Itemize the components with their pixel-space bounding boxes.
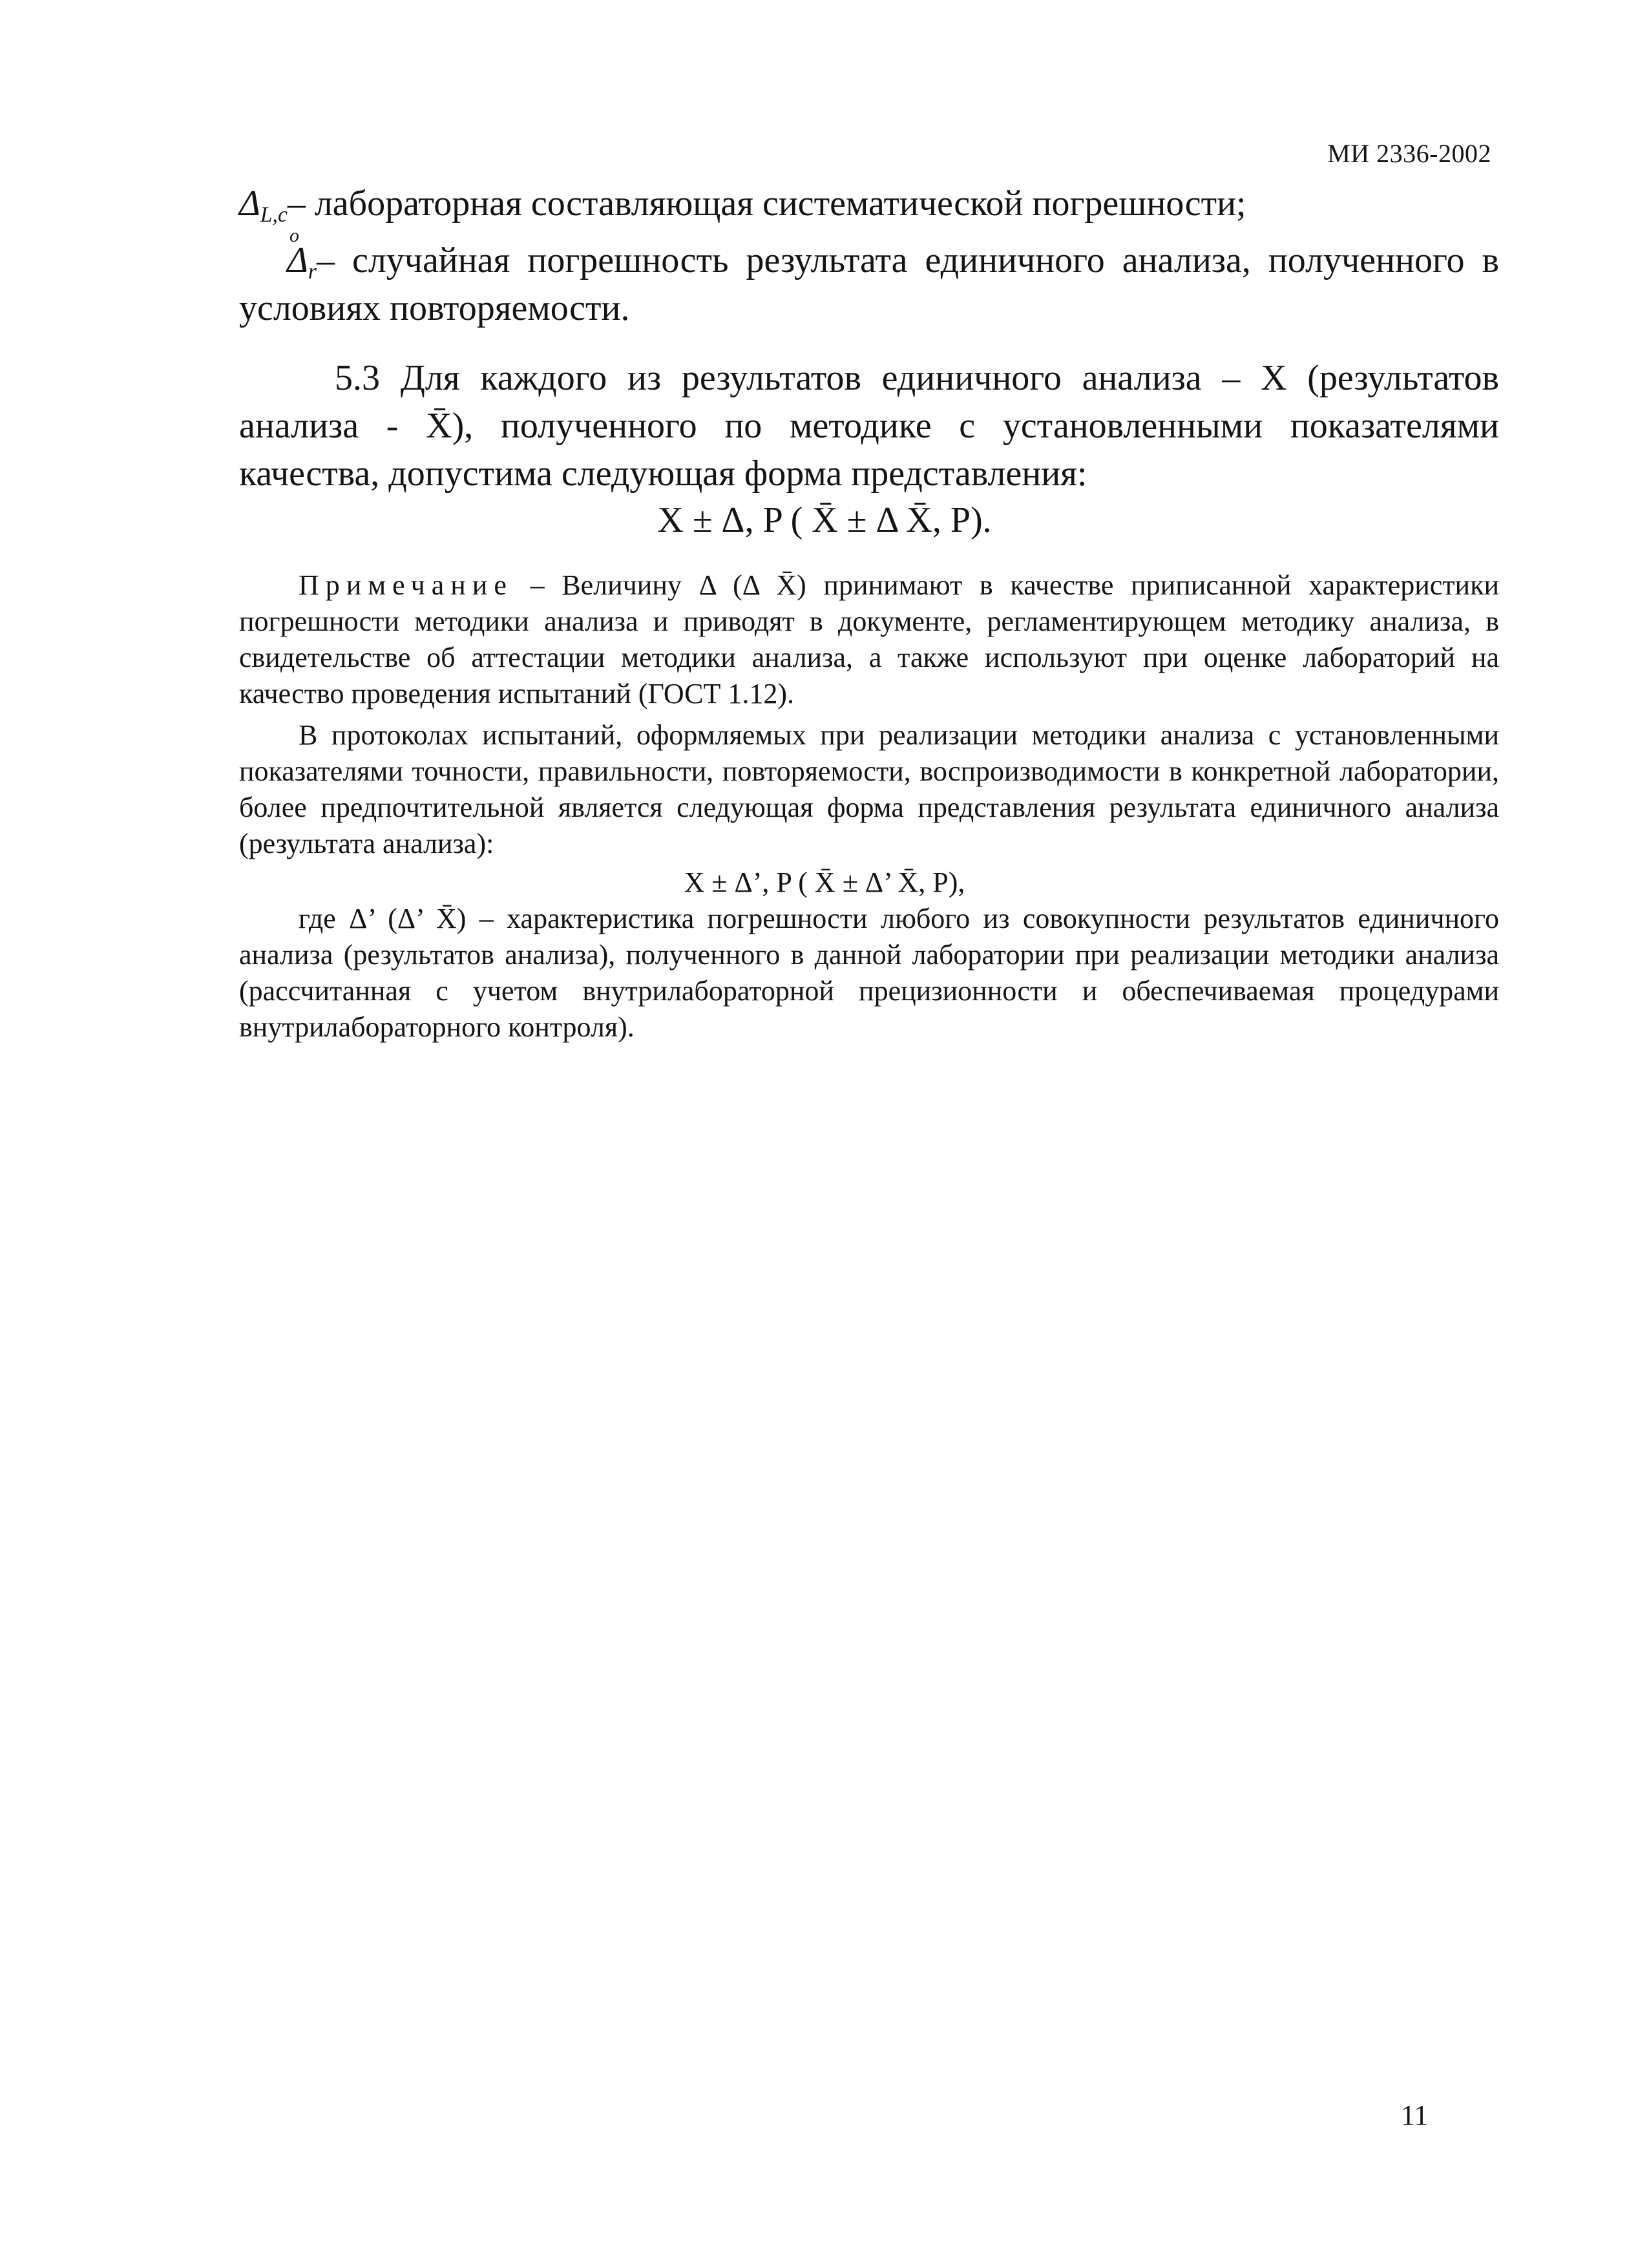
page-number: 11 xyxy=(1401,2099,1429,2131)
protocols-paragraph: В протоколах испытаний, оформляемых при реализации методики анализа с установленными показателями точности, правильности, повторяемости, воспроизводимости в конкретной лаборатории, более предпочтительной является следующая форма представления результата единичного анализа (результата анализа): xyxy=(239,719,1499,859)
note-paragraph xyxy=(239,567,1499,712)
ring-accent: o xyxy=(289,225,299,246)
subscript-r: r xyxy=(308,260,317,284)
section-5-3-text: 5.3 Для каждого из результатов единичного анализа – X (результатов анализа - X̄), полученного по методике с установленными показателями качества, допустима следующая форма представления: xyxy=(239,358,1499,494)
document-code: МИ 2336-2002 xyxy=(1327,139,1491,168)
definition-lc xyxy=(239,180,1499,227)
definition-r xyxy=(239,225,1499,332)
definition-r-text: – случайная погрешность результата единичного анализа, полученного в условиях повторяемости. xyxy=(239,240,1499,328)
delta-symbol: Δ xyxy=(239,184,260,224)
subscript-lc: L,c xyxy=(260,203,288,227)
formula-lab: X ± Δ’, P ( X̄ ± Δ’ X̄, P), xyxy=(684,866,965,898)
delta-symbol-r: Δ xyxy=(287,240,308,280)
formula-main: X ± Δ, P ( X̄ ± Δ X̄, P). xyxy=(657,500,992,540)
formula-explanation: где Δ’ (Δ’ X̄) – характеристика погрешности любого из совокупности результатов единичного анализа (результатов анализа), полученного в данной лаборатории при реализации методики анализа (рассчитанная с учетом внутрилабораторной прецизионности и обеспечиваемая процедурами внутрилабораторного контроля). xyxy=(239,903,1499,1043)
note-label: Примечание xyxy=(299,569,513,601)
definition-lc-text: – лабораторная составляющая систематической погрешности; xyxy=(287,184,1246,224)
note-text: – Величину Δ (Δ X̄) принимают в качестве приписанной характеристики погрешности методики анализа и приводят в документе, регламентирующем методику анализа, в свидетельстве об аттестации методики анализа, а также используют при оценке лабораторий на качество проведения испытаний (ГОСТ 1.12). xyxy=(239,569,1499,709)
